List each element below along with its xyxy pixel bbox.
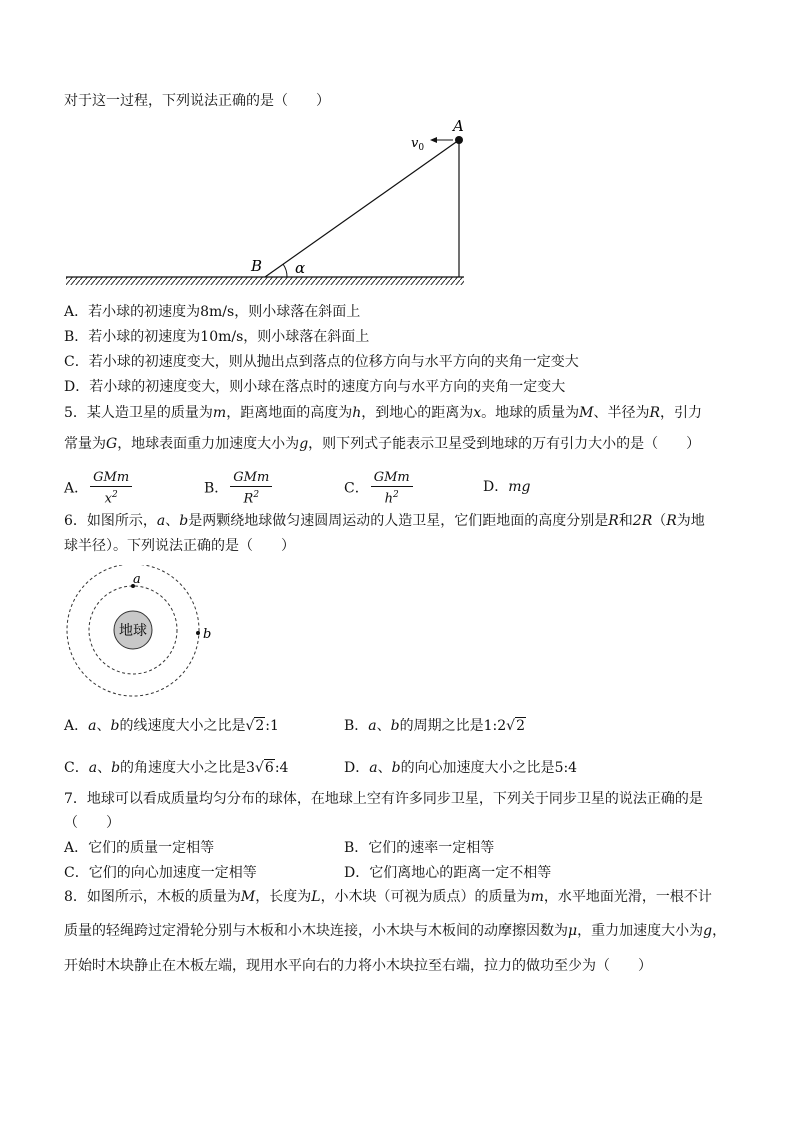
q5-option-a: A． $\frac{\text{GMm}}{x^2}$ bbox=[64, 470, 134, 507]
q5-option-c: C． $\frac{\text{GMm}}{h^2}$ bbox=[344, 470, 415, 507]
q6-option-d: D．a、b的向心加速度大小之比是5:4 bbox=[344, 760, 578, 776]
q7-option-a: A．它们的质量一定相等 bbox=[64, 840, 215, 856]
q5-line1: 5．某人造卫星的质量为m，距离地面的高度为h，到地心的距离为x。地球的质量为M、半径为R，引力 bbox=[64, 405, 703, 421]
q8-line3: 开始时木块静止在木板左端，现用水平向右的力将小木块拉至右端，拉力的做功至少为（ ） bbox=[64, 958, 652, 974]
q5-line2: 常量为G，地球表面重力加速度大小为g，则下列式子能表示卫星受到地球的万有引力大小的是（ ） bbox=[64, 436, 701, 452]
q6-line2: 球半径）。下列说法正确的是（ ） bbox=[64, 538, 295, 554]
earth-label: 地球 bbox=[119, 623, 147, 639]
orbit-figure bbox=[60, 565, 225, 705]
q8-line2: 质量的轻绳跨过定滑轮分别与木板和小木块连接，小木块与木板间的动摩擦因数为μ，重力加速度大小为g， bbox=[64, 923, 727, 939]
q7-line2: （ ） bbox=[64, 815, 120, 831]
q7-option-d: D．它们离地心的距离一定不相等 bbox=[344, 865, 552, 881]
q6-line1: 6．如图所示，a、b是两颗绕地球做匀速圆周运动的人造卫星，它们距地面的高度分别是R和2R（R为地 bbox=[64, 513, 705, 529]
label-alpha: α bbox=[295, 259, 306, 277]
q7-option-c: C．它们的向心加速度一定相等 bbox=[64, 865, 257, 881]
satellite-b bbox=[196, 631, 200, 635]
q4-option-a: A．若小球的初速度为8m/s，则小球落在斜面上 bbox=[64, 304, 361, 320]
incline-figure bbox=[60, 118, 480, 290]
q5-option-d: D．mg bbox=[483, 479, 531, 495]
q5-option-b: B． $\frac{\text{GMm}}{R^2}$ bbox=[204, 470, 274, 507]
q4-option-b: B．若小球的初速度为10m/s，则小球落在斜面上 bbox=[64, 329, 370, 345]
ball bbox=[455, 136, 463, 144]
q7-line1: 7．地球可以看成质量均匀分布的球体，在地球上空有许多同步卫星，下列关于同步卫星的说法正确的是 bbox=[64, 791, 703, 807]
label-a: a bbox=[133, 572, 141, 587]
ground-hatch bbox=[66, 277, 464, 285]
q6-option-c: C．a、b的角速度大小之比是3√6:4 bbox=[64, 760, 289, 776]
q6-option-b: B．a、b的周期之比是1:2√2 bbox=[344, 718, 525, 734]
incline-line bbox=[265, 140, 459, 277]
label-b: b bbox=[203, 627, 212, 642]
q7-option-b: B．它们的速率一定相等 bbox=[344, 840, 495, 856]
q4-option-d: D．若小球的初速度变大，则小球在落点时的速度方向与水平方向的夹角一定变大 bbox=[64, 379, 566, 395]
q4-option-c: C．若小球的初速度变大，则从抛出点到落点的位移方向与水平方向的夹角一定变大 bbox=[64, 354, 579, 370]
q8-line1: 8．如图所示，木板的质量为M，长度为L，小木块（可视为质点）的质量为m，水平地面光滑，一根不计 bbox=[64, 889, 712, 905]
velocity-arrowhead bbox=[430, 137, 437, 143]
label-A: A bbox=[453, 118, 464, 135]
angle-arc bbox=[283, 264, 287, 277]
label-B: B bbox=[251, 257, 263, 275]
label-v0: $v_0$ bbox=[411, 136, 425, 153]
q6-option-a: A．a、b的线速度大小之比是√2:1 bbox=[64, 718, 279, 734]
q4-stem: 对于这一过程，下列说法正确的是（ ） bbox=[64, 93, 330, 109]
